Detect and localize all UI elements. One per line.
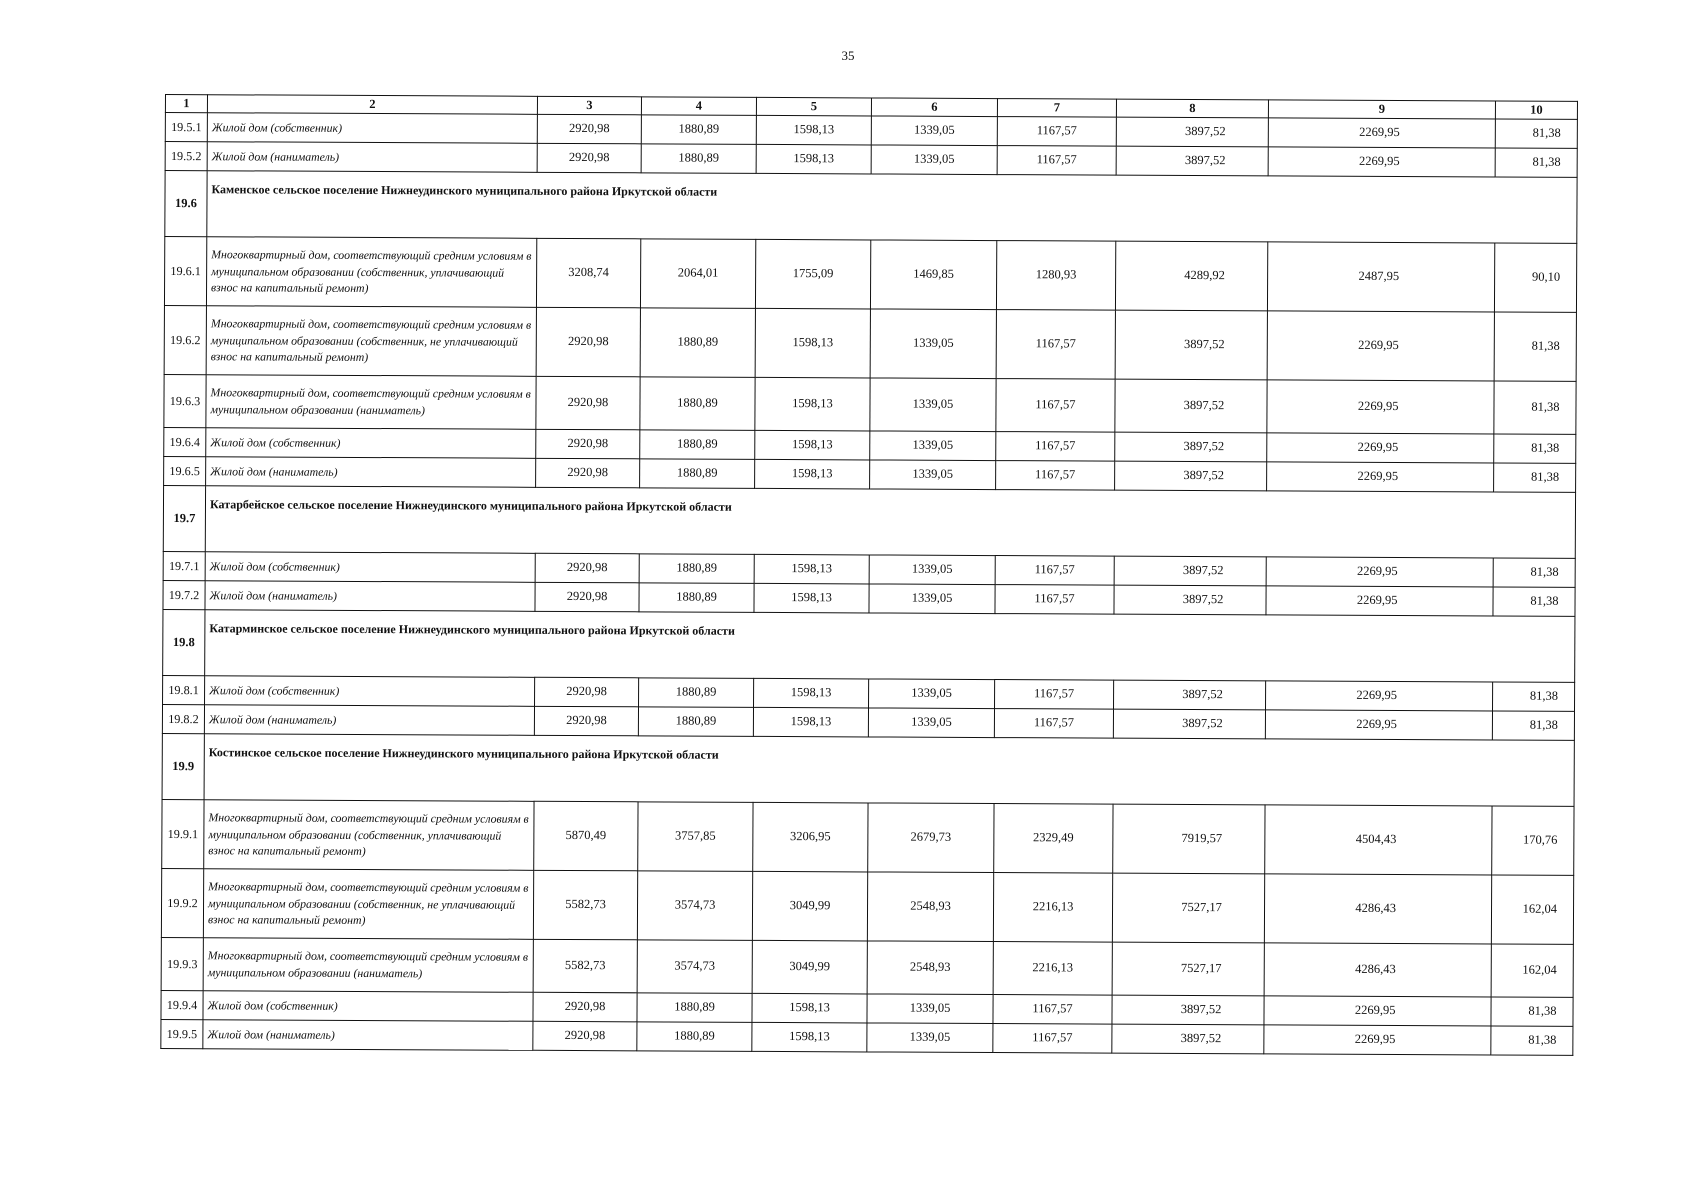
table-row — [164, 374, 1576, 434]
value-cell-col3: 3208,74 — [536, 238, 640, 308]
row-number: 19.9.5 — [161, 1019, 203, 1048]
section-title: Катарминское сельское поселение Нижнеудинского муниципального района Иркутской области — [205, 610, 1575, 683]
row-description: Многоквартирный дом, соответствующий средним условиям в муниципальном образовании (собственник, не уплачивающий взнос на капитальный ремонт) — [203, 869, 533, 940]
value-cell-col7: 1167,57 — [995, 555, 1114, 585]
value-cell-col10: 81,38 — [1494, 312, 1576, 381]
section-title: Катарбейское сельское поселение Нижнеудинского муниципального района Иркутской области — [205, 486, 1575, 559]
table-row — [161, 868, 1573, 944]
value-cell-col8: 3897,52 — [1116, 146, 1268, 176]
row-description: Жилой дом (наниматель) — [205, 581, 535, 612]
value-cell-col7: 1167,57 — [997, 145, 1116, 175]
section-row — [165, 170, 1577, 243]
value-cell-col10: 81,38 — [1491, 997, 1573, 1026]
value-cell-col9: 2269,95 — [1266, 557, 1493, 587]
value-cell-col3: 2920,98 — [536, 307, 640, 377]
page-number: 35 — [841, 48, 855, 63]
value-cell-col6: 1339,05 — [871, 116, 997, 146]
value-cell-col10: 90,10 — [1494, 243, 1576, 312]
column-header-4: 4 — [641, 97, 756, 115]
row-description: Жилой дом (наниматель) — [206, 457, 536, 488]
value-cell-col3: 2920,98 — [536, 376, 640, 430]
value-cell-col4: 1880,89 — [637, 993, 752, 1023]
row-number: 19.9.4 — [161, 990, 203, 1019]
value-cell-col7: 1167,57 — [996, 378, 1115, 432]
value-cell-col3: 2920,98 — [536, 429, 640, 459]
value-cell-col6: 1469,85 — [870, 240, 996, 310]
row-number: 19.9.2 — [161, 868, 203, 937]
value-cell-col8: 4289,92 — [1115, 241, 1267, 311]
value-cell-col10: 81,38 — [1493, 682, 1575, 711]
value-cell-col8: 7527,17 — [1112, 942, 1264, 996]
value-cell-col7: 1167,57 — [996, 431, 1115, 461]
value-cell-col8: 3897,52 — [1114, 556, 1266, 586]
value-cell-col7: 1167,57 — [993, 1023, 1112, 1053]
value-cell-col9: 2269,95 — [1267, 462, 1494, 492]
value-cell-col9: 2487,95 — [1267, 242, 1494, 312]
value-cell-col5: 3206,95 — [753, 802, 868, 872]
section-row — [163, 485, 1575, 558]
value-cell-col7: 2329,49 — [994, 803, 1113, 873]
section-number: 19.6 — [165, 170, 207, 236]
value-cell-col7: 1167,57 — [995, 679, 1114, 709]
row-number: 19.6.1 — [164, 236, 206, 305]
value-cell-col5: 1598,13 — [754, 554, 869, 584]
row-description: Многоквартирный дом, соответствующий средним условиям в муниципальном образовании (наниматель) — [203, 938, 533, 993]
value-cell-col10: 81,38 — [1493, 587, 1575, 616]
value-cell-col6: 1339,05 — [867, 1023, 993, 1053]
value-cell-col4: 1880,89 — [639, 583, 754, 613]
row-number: 19.6.2 — [164, 305, 206, 374]
table-body — [161, 95, 1578, 1056]
value-cell-col10: 81,38 — [1494, 463, 1576, 492]
value-cell-col7: 1167,57 — [995, 584, 1114, 614]
value-cell-col6: 1339,05 — [869, 584, 995, 614]
row-description: Жилой дом (собственник) — [205, 552, 535, 583]
value-cell-col10: 81,38 — [1495, 119, 1577, 148]
value-cell-col7: 1167,57 — [993, 994, 1112, 1024]
row-number: 19.7.1 — [163, 551, 205, 580]
column-header-7: 7 — [997, 99, 1116, 117]
value-cell-col8: 3897,52 — [1115, 432, 1267, 462]
value-cell-col6: 1339,05 — [868, 708, 994, 738]
value-cell-col4: 1880,89 — [639, 554, 754, 584]
value-cell-col8: 3897,52 — [1114, 585, 1266, 615]
value-cell-col8: 7527,17 — [1112, 873, 1264, 943]
row-number: 19.5.2 — [165, 141, 207, 170]
value-cell-col7: 2216,13 — [993, 872, 1112, 942]
row-description: Жилой дом (наниматель) — [203, 1020, 533, 1051]
value-cell-col7: 1280,93 — [996, 240, 1115, 310]
value-cell-col5: 1598,13 — [752, 1022, 867, 1052]
value-cell-col5: 3049,99 — [752, 940, 867, 994]
value-cell-col7: 2216,13 — [993, 941, 1112, 995]
value-cell-col4: 1880,89 — [640, 377, 755, 431]
value-cell-col8: 7919,57 — [1113, 804, 1265, 874]
value-cell-col6: 1339,05 — [870, 309, 996, 379]
value-cell-col3: 2920,98 — [535, 677, 639, 707]
row-number: 19.9.3 — [161, 937, 203, 990]
value-cell-col6: 2548,93 — [867, 872, 993, 942]
value-cell-col5: 1598,13 — [756, 144, 871, 174]
value-cell-col4: 1880,89 — [641, 115, 756, 145]
row-number: 19.5.1 — [165, 112, 207, 141]
value-cell-col3: 2920,98 — [537, 114, 641, 144]
section-row — [163, 609, 1575, 682]
value-cell-col3: 2920,98 — [533, 1021, 637, 1051]
section-row — [162, 733, 1574, 806]
table-row — [164, 305, 1576, 381]
value-cell-col4: 1880,89 — [637, 1022, 752, 1052]
value-cell-col8: 3897,52 — [1114, 680, 1266, 710]
value-cell-col9: 2269,95 — [1268, 118, 1495, 148]
value-cell-col3: 2920,98 — [534, 706, 638, 736]
value-cell-col3: 2920,98 — [536, 458, 640, 488]
table-row — [161, 937, 1573, 997]
value-cell-col5: 1598,13 — [754, 678, 869, 708]
value-cell-col8: 3897,52 — [1115, 379, 1267, 433]
value-cell-col9: 2269,95 — [1266, 681, 1493, 711]
value-cell-col10: 170,76 — [1492, 806, 1574, 875]
value-cell-col9: 2269,95 — [1264, 1025, 1491, 1055]
row-number: 19.7.2 — [163, 580, 205, 609]
value-cell-col5: 1598,13 — [755, 459, 870, 489]
row-description: Многоквартирный дом, соответствующий средним условиям в муниципальном образовании (собственник, уплачивающий взнос на капитальный ремонт) — [204, 800, 534, 871]
value-cell-col8: 3897,52 — [1112, 995, 1264, 1025]
column-header-9: 9 — [1268, 100, 1495, 119]
row-number: 19.8.1 — [163, 675, 205, 704]
value-cell-col10: 81,38 — [1493, 558, 1575, 587]
value-cell-col3: 2920,98 — [535, 553, 639, 583]
value-cell-col10: 81,38 — [1491, 1026, 1573, 1055]
column-header-1: 1 — [165, 95, 207, 113]
value-cell-col10: 162,04 — [1491, 875, 1573, 944]
table-row — [164, 236, 1576, 312]
row-description: Жилой дом (собственник) — [206, 428, 536, 459]
value-cell-col9: 2269,95 — [1267, 433, 1494, 463]
row-number: 19.6.3 — [164, 374, 206, 427]
value-cell-col6: 2679,73 — [868, 803, 994, 873]
value-cell-col6: 1339,05 — [871, 145, 997, 175]
value-cell-col3: 2920,98 — [535, 582, 639, 612]
section-number: 19.7 — [163, 485, 205, 551]
value-cell-col3: 5870,49 — [534, 801, 638, 871]
value-cell-col8: 3897,52 — [1115, 461, 1267, 491]
section-title: Костинское сельское поселение Нижнеудинского муниципального района Иркутской области — [204, 734, 1574, 807]
value-cell-col4: 1880,89 — [640, 430, 755, 460]
value-cell-col9: 2269,95 — [1266, 586, 1493, 616]
value-cell-col9: 4286,43 — [1264, 943, 1491, 997]
value-cell-col10: 81,38 — [1494, 434, 1576, 463]
row-description: Многоквартирный дом, соответствующий средним условиям в муниципальном образовании (собственник, не уплачивающий взнос на капитальный ремонт) — [206, 306, 536, 377]
value-cell-col9: 4286,43 — [1264, 874, 1491, 944]
value-cell-col5: 1598,13 — [756, 115, 871, 145]
value-cell-col7: 1167,57 — [996, 309, 1115, 379]
column-header-2: 2 — [207, 95, 537, 114]
row-number: 19.6.5 — [164, 456, 206, 485]
value-cell-col6: 1339,05 — [870, 460, 996, 490]
tariff-table — [160, 94, 1578, 1056]
value-cell-col6: 1339,05 — [869, 679, 995, 709]
section-number: 19.9 — [162, 733, 204, 799]
row-description: Многоквартирный дом, соответствующий средним условиям в муниципальном образовании (собственник, уплачивающий взнос на капитальный ремонт) — [206, 237, 536, 308]
value-cell-col4: 3757,85 — [638, 802, 753, 872]
row-description: Жилой дом (собственник) — [203, 991, 533, 1022]
value-cell-col4: 1880,89 — [640, 459, 755, 489]
column-header-8: 8 — [1116, 99, 1268, 118]
value-cell-col9: 2269,95 — [1268, 147, 1495, 177]
value-cell-col7: 1167,57 — [997, 116, 1116, 146]
row-number: 19.9.1 — [162, 799, 204, 868]
row-description: Жилой дом (наниматель) — [207, 142, 537, 173]
value-cell-col5: 1755,09 — [755, 239, 870, 309]
value-cell-col3: 2920,98 — [537, 143, 641, 173]
value-cell-col10: 81,38 — [1492, 711, 1574, 740]
value-cell-col8: 3897,52 — [1116, 117, 1268, 147]
table-row — [162, 799, 1574, 875]
value-cell-col10: 81,38 — [1494, 381, 1576, 434]
value-cell-col8: 3897,52 — [1112, 1024, 1264, 1054]
value-cell-col5: 1598,13 — [755, 308, 870, 378]
value-cell-col6: 2548,93 — [867, 941, 993, 995]
value-cell-col4: 2064,01 — [640, 239, 755, 309]
row-number: 19.8.2 — [162, 704, 204, 733]
column-header-6: 6 — [871, 98, 997, 116]
row-description: Жилой дом (наниматель) — [204, 705, 534, 736]
column-header-3: 3 — [537, 96, 641, 114]
value-cell-col5: 1598,13 — [755, 430, 870, 460]
value-cell-col3: 5582,73 — [533, 870, 637, 940]
value-cell-col6: 1339,05 — [869, 555, 995, 585]
value-cell-col5: 1598,13 — [755, 377, 870, 431]
value-cell-col4: 1880,89 — [638, 707, 753, 737]
value-cell-col6: 1339,05 — [870, 431, 996, 461]
row-description: Многоквартирный дом, соответствующий средним условиям в муниципальном образовании (наниматель) — [206, 375, 536, 430]
row-description: Жилой дом (собственник) — [207, 113, 537, 144]
value-cell-col10: 81,38 — [1495, 148, 1577, 177]
value-cell-col7: 1167,57 — [996, 460, 1115, 490]
value-cell-col4: 1880,89 — [639, 678, 754, 708]
value-cell-col5: 3049,99 — [752, 871, 867, 941]
value-cell-col9: 2269,95 — [1267, 380, 1494, 434]
value-cell-col4: 3574,73 — [637, 940, 752, 994]
value-cell-col6: 1339,05 — [867, 994, 993, 1024]
section-number: 19.8 — [163, 609, 205, 675]
value-cell-col4: 3574,73 — [637, 871, 752, 941]
value-cell-col4: 1880,89 — [641, 144, 756, 174]
value-cell-col9: 2269,95 — [1265, 710, 1492, 740]
row-number: 19.6.4 — [164, 427, 206, 456]
value-cell-col3: 5582,73 — [533, 939, 637, 993]
value-cell-col8: 3897,52 — [1115, 310, 1267, 380]
value-cell-col4: 1880,89 — [640, 308, 755, 378]
column-header-5: 5 — [756, 97, 871, 115]
value-cell-col9: 2269,95 — [1267, 311, 1494, 381]
value-cell-col3: 2920,98 — [533, 992, 637, 1022]
value-cell-col5: 1598,13 — [752, 993, 867, 1023]
value-cell-col5: 1598,13 — [754, 583, 869, 613]
value-cell-col9: 2269,95 — [1264, 996, 1491, 1026]
section-title: Каменское сельское поселение Нижнеудинского муниципального района Иркутской области — [207, 171, 1577, 244]
table-row — [161, 1019, 1573, 1055]
value-cell-col5: 1598,13 — [753, 707, 868, 737]
value-cell-col10: 162,04 — [1491, 944, 1573, 997]
value-cell-col6: 1339,05 — [870, 378, 996, 432]
value-cell-col9: 4504,43 — [1265, 805, 1492, 875]
column-header-10: 10 — [1495, 101, 1577, 119]
row-description: Жилой дом (собственник) — [205, 676, 535, 707]
value-cell-col7: 1167,57 — [994, 708, 1113, 738]
value-cell-col8: 3897,52 — [1113, 709, 1265, 739]
